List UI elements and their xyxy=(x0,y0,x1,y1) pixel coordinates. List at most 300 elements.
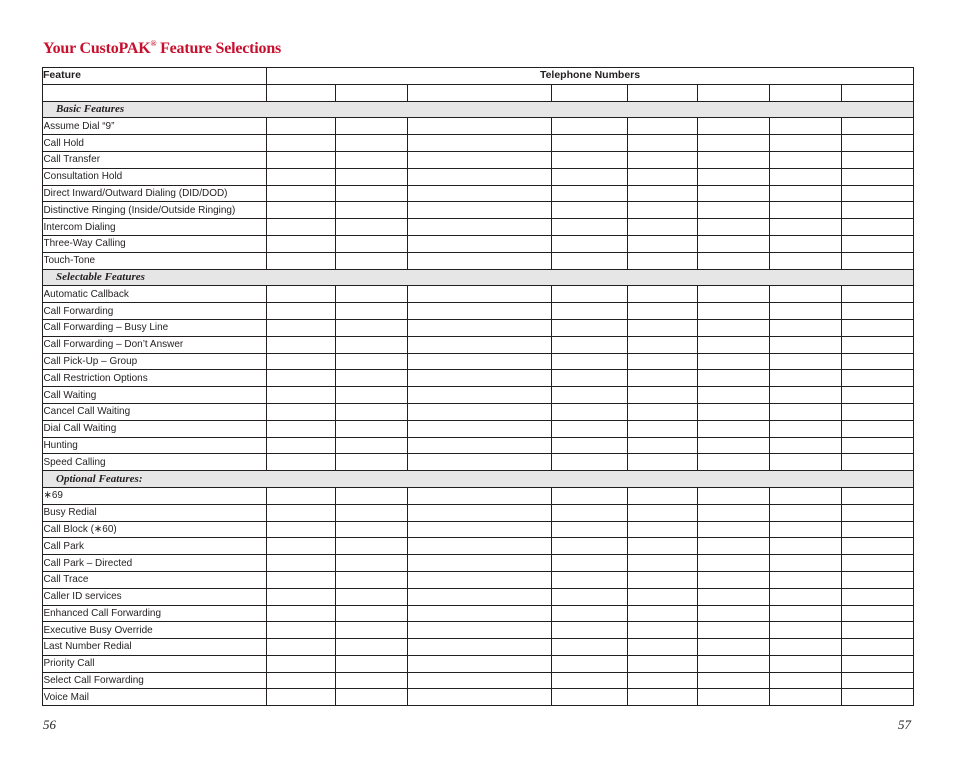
selection-cell[interactable] xyxy=(698,487,770,504)
selection-cell[interactable] xyxy=(628,555,698,572)
selection-cell[interactable] xyxy=(698,655,770,672)
selection-cell[interactable] xyxy=(698,622,770,639)
selection-cell[interactable] xyxy=(552,370,628,387)
selection-cell[interactable] xyxy=(698,118,770,135)
selection-cell[interactable] xyxy=(770,370,842,387)
selection-cell[interactable] xyxy=(842,588,914,605)
selection-cell[interactable] xyxy=(770,135,842,152)
selection-cell[interactable] xyxy=(408,420,552,437)
selection-cell[interactable] xyxy=(408,370,552,387)
selection-cell[interactable] xyxy=(267,118,336,135)
selection-cell[interactable] xyxy=(770,538,842,555)
selection-cell[interactable] xyxy=(552,639,628,656)
selection-cell[interactable] xyxy=(770,319,842,336)
selection-cell[interactable] xyxy=(628,454,698,471)
selection-cell[interactable] xyxy=(698,387,770,404)
phone-number-cell[interactable] xyxy=(267,84,336,101)
phone-number-cell[interactable] xyxy=(336,84,408,101)
selection-cell[interactable] xyxy=(698,235,770,252)
selection-cell[interactable] xyxy=(628,286,698,303)
selection-cell[interactable] xyxy=(770,387,842,404)
selection-cell[interactable] xyxy=(698,403,770,420)
selection-cell[interactable] xyxy=(336,487,408,504)
header-row xyxy=(43,68,914,85)
selection-cell[interactable] xyxy=(770,235,842,252)
selection-cell[interactable] xyxy=(842,387,914,404)
selection-cell[interactable] xyxy=(770,353,842,370)
selection-cell[interactable] xyxy=(628,151,698,168)
selection-cell[interactable] xyxy=(552,151,628,168)
selection-cell[interactable] xyxy=(408,454,552,471)
phone-number-cell[interactable] xyxy=(552,84,628,101)
selection-cell[interactable] xyxy=(267,319,336,336)
selection-cell[interactable] xyxy=(267,303,336,320)
selection-cell[interactable] xyxy=(408,135,552,152)
selection-cell[interactable] xyxy=(698,420,770,437)
selection-cell[interactable] xyxy=(842,504,914,521)
selection-cell[interactable] xyxy=(698,521,770,538)
selection-cell[interactable] xyxy=(336,387,408,404)
selection-cell[interactable] xyxy=(770,118,842,135)
selection-cell[interactable] xyxy=(842,555,914,572)
selection-cell[interactable] xyxy=(842,286,914,303)
selection-cell[interactable] xyxy=(628,202,698,219)
feature-row xyxy=(43,420,914,437)
feature-name: Select Call Forwarding xyxy=(43,672,256,689)
feature-name: Automatic Callback xyxy=(43,286,256,303)
selection-cell[interactable] xyxy=(408,353,552,370)
selection-cell[interactable] xyxy=(267,555,336,572)
selection-cell[interactable] xyxy=(628,521,698,538)
selection-cell[interactable] xyxy=(770,252,842,269)
selection-cell[interactable] xyxy=(267,202,336,219)
selection-cell[interactable] xyxy=(628,219,698,236)
selection-cell[interactable] xyxy=(770,202,842,219)
selection-cell[interactable] xyxy=(267,454,336,471)
selection-cell[interactable] xyxy=(336,235,408,252)
selection-cell[interactable] xyxy=(408,571,552,588)
selection-cell[interactable] xyxy=(628,538,698,555)
selection-cell[interactable] xyxy=(267,437,336,454)
selection-cell[interactable] xyxy=(842,336,914,353)
selection-cell[interactable] xyxy=(698,185,770,202)
selection-cell[interactable] xyxy=(628,639,698,656)
selection-cell[interactable] xyxy=(628,622,698,639)
selection-cell[interactable] xyxy=(698,202,770,219)
selection-cell[interactable] xyxy=(552,135,628,152)
selection-cell[interactable] xyxy=(408,235,552,252)
selection-cell[interactable] xyxy=(336,639,408,656)
feature-row xyxy=(43,118,914,135)
feature-rows xyxy=(43,101,914,706)
selection-cell[interactable] xyxy=(336,319,408,336)
selection-cell[interactable] xyxy=(698,151,770,168)
selection-cell[interactable] xyxy=(267,403,336,420)
feature-name: Call Hold xyxy=(43,135,256,152)
selection-cell[interactable] xyxy=(336,605,408,622)
selection-cell[interactable] xyxy=(408,286,552,303)
feature-row xyxy=(43,168,914,185)
feature-row xyxy=(43,151,914,168)
selection-cell[interactable] xyxy=(628,135,698,152)
selection-cell[interactable] xyxy=(698,319,770,336)
selection-cell[interactable] xyxy=(408,639,552,656)
selection-cell[interactable] xyxy=(267,336,336,353)
selection-cell[interactable] xyxy=(267,622,336,639)
selection-cell[interactable] xyxy=(267,235,336,252)
selection-cell[interactable] xyxy=(408,555,552,572)
selection-cell[interactable] xyxy=(842,403,914,420)
selection-cell[interactable] xyxy=(628,303,698,320)
selection-cell[interactable] xyxy=(842,219,914,236)
selection-cell[interactable] xyxy=(336,370,408,387)
selection-cell[interactable] xyxy=(628,689,698,706)
selection-cell[interactable] xyxy=(770,437,842,454)
selection-cell[interactable] xyxy=(842,420,914,437)
selection-cell[interactable] xyxy=(408,504,552,521)
selection-cell[interactable] xyxy=(336,588,408,605)
selection-cell[interactable] xyxy=(336,403,408,420)
selection-cell[interactable] xyxy=(842,252,914,269)
selection-cell[interactable] xyxy=(267,504,336,521)
selection-cell[interactable] xyxy=(267,168,336,185)
selection-cell[interactable] xyxy=(408,151,552,168)
selection-cell[interactable] xyxy=(408,336,552,353)
selection-cell[interactable] xyxy=(336,622,408,639)
selection-cell[interactable] xyxy=(770,655,842,672)
selection-cell[interactable] xyxy=(267,521,336,538)
selection-cell[interactable] xyxy=(336,538,408,555)
selection-cell[interactable] xyxy=(552,319,628,336)
selection-cell[interactable] xyxy=(552,303,628,320)
selection-cell[interactable] xyxy=(628,252,698,269)
selection-cell[interactable] xyxy=(698,639,770,656)
feature-name: Call Park xyxy=(43,538,256,555)
selection-cell[interactable] xyxy=(842,672,914,689)
selection-cell[interactable] xyxy=(552,235,628,252)
selection-cell[interactable] xyxy=(552,454,628,471)
selection-cell[interactable] xyxy=(408,118,552,135)
selection-cell[interactable] xyxy=(770,185,842,202)
selection-cell[interactable] xyxy=(770,504,842,521)
selection-cell[interactable] xyxy=(628,588,698,605)
selection-cell[interactable] xyxy=(408,303,552,320)
selection-cell[interactable] xyxy=(336,689,408,706)
selection-cell[interactable] xyxy=(552,622,628,639)
telephone-numbers-header: Telephone Numbers xyxy=(267,68,914,85)
selection-cell[interactable] xyxy=(552,118,628,135)
feature-name: Three-Way Calling xyxy=(43,235,256,252)
phone-number-cell[interactable] xyxy=(408,84,552,101)
selection-cell[interactable] xyxy=(770,403,842,420)
selection-cell[interactable] xyxy=(408,387,552,404)
selection-cell[interactable] xyxy=(336,437,408,454)
selection-cell[interactable] xyxy=(336,168,408,185)
selection-cell[interactable] xyxy=(698,219,770,236)
selection-cell[interactable] xyxy=(842,605,914,622)
selection-cell[interactable] xyxy=(770,420,842,437)
selection-cell[interactable] xyxy=(408,403,552,420)
selection-cell[interactable] xyxy=(408,202,552,219)
selection-cell[interactable] xyxy=(336,521,408,538)
selection-cell[interactable] xyxy=(628,336,698,353)
selection-cell[interactable] xyxy=(267,605,336,622)
selection-cell[interactable] xyxy=(552,387,628,404)
selection-cell[interactable] xyxy=(842,639,914,656)
selection-cell[interactable] xyxy=(552,168,628,185)
selection-cell[interactable] xyxy=(336,185,408,202)
feature-row xyxy=(43,370,914,387)
selection-cell[interactable] xyxy=(698,135,770,152)
selection-cell[interactable] xyxy=(770,689,842,706)
selection-cell[interactable] xyxy=(408,622,552,639)
selection-cell[interactable] xyxy=(698,605,770,622)
selection-cell[interactable] xyxy=(267,219,336,236)
selection-cell[interactable] xyxy=(552,672,628,689)
selection-cell[interactable] xyxy=(552,555,628,572)
selection-cell[interactable] xyxy=(698,538,770,555)
selection-cell[interactable] xyxy=(336,252,408,269)
selection-cell[interactable] xyxy=(408,521,552,538)
feature-name: Intercom Dialing xyxy=(43,219,256,236)
selection-cell[interactable] xyxy=(336,504,408,521)
selection-cell[interactable] xyxy=(552,219,628,236)
selection-cell[interactable] xyxy=(770,168,842,185)
selection-cell[interactable] xyxy=(628,655,698,672)
selection-cell[interactable] xyxy=(770,555,842,572)
selection-cell[interactable] xyxy=(336,151,408,168)
selection-cell[interactable] xyxy=(336,420,408,437)
selection-cell[interactable] xyxy=(408,219,552,236)
selection-cell[interactable] xyxy=(408,487,552,504)
phone-number-cell[interactable] xyxy=(698,84,770,101)
selection-cell[interactable] xyxy=(770,487,842,504)
selection-cell[interactable] xyxy=(408,437,552,454)
selection-cell[interactable] xyxy=(842,521,914,538)
selection-cell[interactable] xyxy=(628,185,698,202)
feature-name: Call Block (∗60) xyxy=(43,521,256,538)
selection-cell[interactable] xyxy=(698,370,770,387)
selection-cell[interactable] xyxy=(336,219,408,236)
selection-cell[interactable] xyxy=(770,286,842,303)
selection-cell[interactable] xyxy=(628,118,698,135)
selection-cell[interactable] xyxy=(336,336,408,353)
selection-cell[interactable] xyxy=(770,336,842,353)
selection-cell[interactable] xyxy=(842,185,914,202)
selection-cell[interactable] xyxy=(698,689,770,706)
selection-cell[interactable] xyxy=(628,420,698,437)
selection-cell[interactable] xyxy=(408,605,552,622)
selection-cell[interactable] xyxy=(552,353,628,370)
selection-cell[interactable] xyxy=(698,168,770,185)
selection-cell[interactable] xyxy=(267,286,336,303)
selection-cell[interactable] xyxy=(842,118,914,135)
phone-number-cell[interactable] xyxy=(770,84,842,101)
selection-cell[interactable] xyxy=(267,151,336,168)
selection-cell[interactable] xyxy=(267,252,336,269)
selection-cell[interactable] xyxy=(267,639,336,656)
selection-cell[interactable] xyxy=(267,370,336,387)
selection-cell[interactable] xyxy=(267,571,336,588)
feature-row xyxy=(43,437,914,454)
selection-cell[interactable] xyxy=(628,235,698,252)
selection-cell[interactable] xyxy=(552,538,628,555)
selection-cell[interactable] xyxy=(408,588,552,605)
selection-cell[interactable] xyxy=(408,319,552,336)
selection-cell[interactable] xyxy=(842,571,914,588)
selection-cell[interactable] xyxy=(336,303,408,320)
feature-row xyxy=(43,403,914,420)
selection-cell[interactable] xyxy=(408,252,552,269)
selection-cell[interactable] xyxy=(842,689,914,706)
selection-cell[interactable] xyxy=(552,655,628,672)
selection-cell[interactable] xyxy=(842,370,914,387)
selection-cell[interactable] xyxy=(267,387,336,404)
selection-cell[interactable] xyxy=(628,487,698,504)
phone-number-cell[interactable] xyxy=(628,84,698,101)
selection-cell[interactable] xyxy=(267,135,336,152)
selection-cell[interactable] xyxy=(698,672,770,689)
selection-cell[interactable] xyxy=(552,571,628,588)
selection-cell[interactable] xyxy=(698,504,770,521)
selection-cell[interactable] xyxy=(770,622,842,639)
selection-cell[interactable] xyxy=(628,605,698,622)
selection-cell[interactable] xyxy=(552,185,628,202)
selection-cell[interactable] xyxy=(842,538,914,555)
selection-cell[interactable] xyxy=(698,454,770,471)
selection-cell[interactable] xyxy=(698,252,770,269)
selection-cell[interactable] xyxy=(408,185,552,202)
selection-cell[interactable] xyxy=(842,655,914,672)
selection-cell[interactable] xyxy=(842,235,914,252)
selection-cell[interactable] xyxy=(552,605,628,622)
selection-cell[interactable] xyxy=(267,420,336,437)
selection-cell[interactable] xyxy=(628,319,698,336)
selection-cell[interactable] xyxy=(770,588,842,605)
selection-cell[interactable] xyxy=(628,437,698,454)
selection-cell[interactable] xyxy=(267,689,336,706)
selection-cell[interactable] xyxy=(628,672,698,689)
feature-row xyxy=(43,286,914,303)
selection-cell[interactable] xyxy=(408,168,552,185)
selection-cell[interactable] xyxy=(552,403,628,420)
section-header-row xyxy=(43,269,914,286)
selection-cell[interactable] xyxy=(552,202,628,219)
selection-cell[interactable] xyxy=(408,689,552,706)
selection-cell[interactable] xyxy=(842,319,914,336)
selection-cell[interactable] xyxy=(842,437,914,454)
selection-cell[interactable] xyxy=(552,336,628,353)
selection-cell[interactable] xyxy=(628,168,698,185)
selection-cell[interactable] xyxy=(336,454,408,471)
selection-cell[interactable] xyxy=(552,504,628,521)
registered-mark: ® xyxy=(150,39,157,48)
feature-name: Call Trace xyxy=(43,571,256,588)
selection-cell[interactable] xyxy=(698,286,770,303)
selection-cell[interactable] xyxy=(698,571,770,588)
selection-cell[interactable] xyxy=(628,571,698,588)
selection-cell[interactable] xyxy=(336,202,408,219)
phone-number-cell[interactable] xyxy=(842,84,914,101)
selection-cell[interactable] xyxy=(552,521,628,538)
selection-cell[interactable] xyxy=(408,655,552,672)
selection-cell[interactable] xyxy=(552,588,628,605)
feature-name: Hunting xyxy=(43,437,256,454)
selection-cell[interactable] xyxy=(770,219,842,236)
feature-name: Call Waiting xyxy=(43,387,256,404)
selection-cell[interactable] xyxy=(842,353,914,370)
selection-cell[interactable] xyxy=(336,672,408,689)
selection-cell[interactable] xyxy=(408,538,552,555)
selection-cell[interactable] xyxy=(842,202,914,219)
selection-cell[interactable] xyxy=(842,622,914,639)
selection-cell[interactable] xyxy=(770,571,842,588)
selection-cell[interactable] xyxy=(552,689,628,706)
selection-cell[interactable] xyxy=(770,521,842,538)
selection-cell[interactable] xyxy=(267,538,336,555)
selection-cell[interactable] xyxy=(770,672,842,689)
selection-cell[interactable] xyxy=(770,151,842,168)
selection-cell[interactable] xyxy=(552,286,628,303)
selection-cell[interactable] xyxy=(267,588,336,605)
selection-cell[interactable] xyxy=(267,672,336,689)
selection-cell[interactable] xyxy=(267,353,336,370)
selection-cell[interactable] xyxy=(552,487,628,504)
selection-cell[interactable] xyxy=(698,555,770,572)
selection-cell[interactable] xyxy=(842,135,914,152)
selection-cell[interactable] xyxy=(552,252,628,269)
feature-row xyxy=(43,202,914,219)
selection-cell[interactable] xyxy=(842,487,914,504)
selection-cell[interactable] xyxy=(770,303,842,320)
selection-cell[interactable] xyxy=(628,370,698,387)
selection-cell[interactable] xyxy=(628,387,698,404)
selection-cell[interactable] xyxy=(336,555,408,572)
selection-cell[interactable] xyxy=(267,185,336,202)
selection-cell[interactable] xyxy=(698,303,770,320)
feature-column-header: Feature xyxy=(43,68,267,85)
selection-cell[interactable] xyxy=(552,420,628,437)
selection-cell[interactable] xyxy=(628,403,698,420)
feature-row xyxy=(43,454,914,471)
selection-cell[interactable] xyxy=(336,353,408,370)
selection-cell[interactable] xyxy=(552,437,628,454)
selection-cell[interactable] xyxy=(770,639,842,656)
selection-cell[interactable] xyxy=(698,336,770,353)
selection-cell[interactable] xyxy=(698,353,770,370)
selection-cell[interactable] xyxy=(336,571,408,588)
selection-cell[interactable] xyxy=(336,655,408,672)
selection-cell[interactable] xyxy=(267,487,336,504)
title-suffix: Feature Selections xyxy=(156,40,282,57)
selection-cell[interactable] xyxy=(842,151,914,168)
selection-cell[interactable] xyxy=(698,437,770,454)
selection-cell[interactable] xyxy=(698,588,770,605)
selection-cell[interactable] xyxy=(842,303,914,320)
selection-cell[interactable] xyxy=(336,135,408,152)
selection-cell[interactable] xyxy=(336,286,408,303)
selection-cell[interactable] xyxy=(267,655,336,672)
selection-cell[interactable] xyxy=(408,672,552,689)
selection-cell[interactable] xyxy=(842,454,914,471)
selection-cell[interactable] xyxy=(770,454,842,471)
selection-cell[interactable] xyxy=(770,605,842,622)
feature-row xyxy=(43,303,914,320)
selection-cell[interactable] xyxy=(628,504,698,521)
selection-cell[interactable] xyxy=(628,353,698,370)
selection-cell[interactable] xyxy=(842,168,914,185)
selection-cell[interactable] xyxy=(336,118,408,135)
